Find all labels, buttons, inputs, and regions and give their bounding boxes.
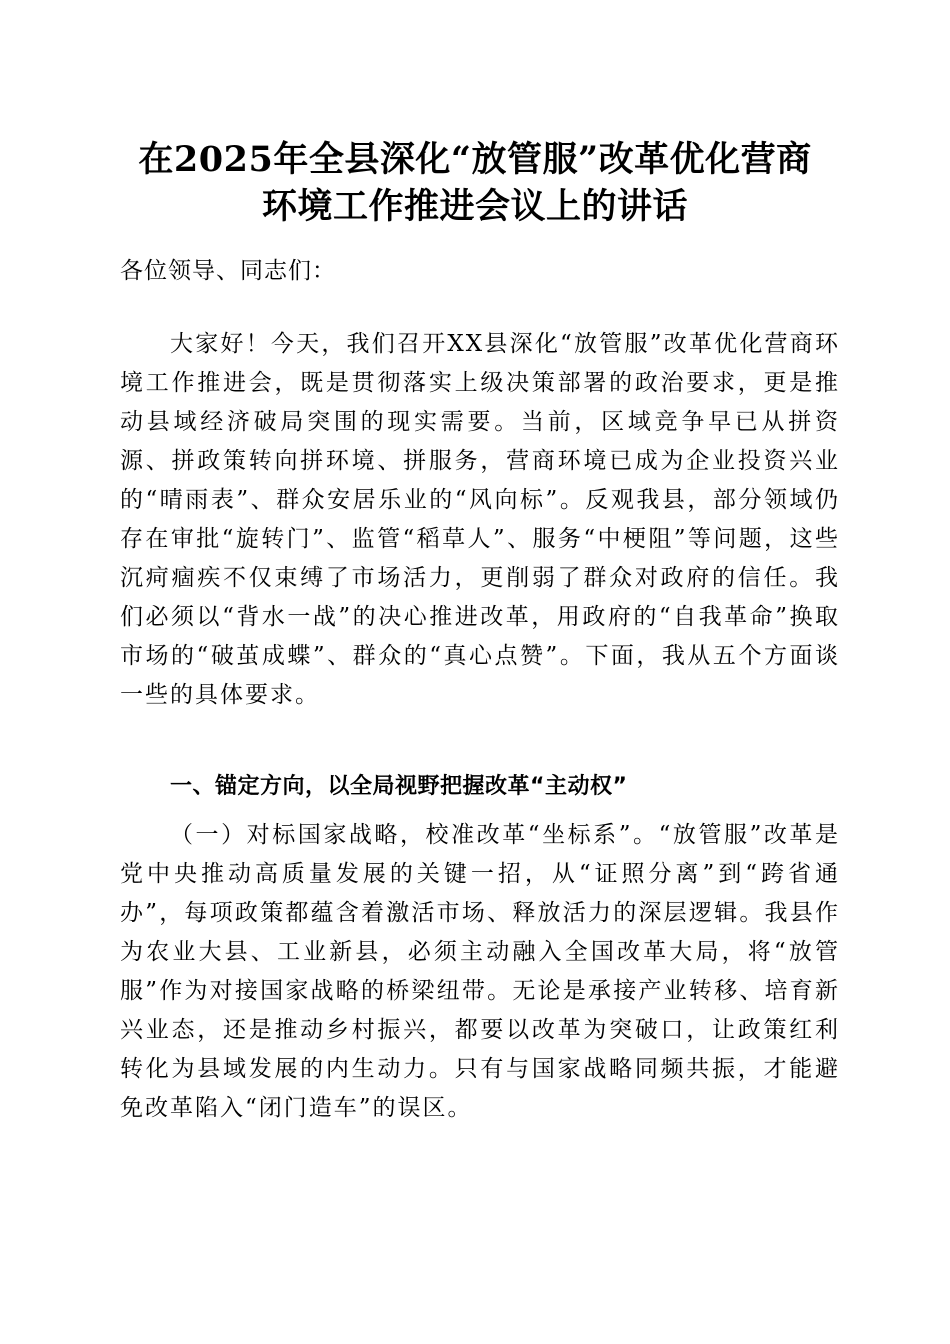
section-1-paragraph-1: （一）对标国家战略，校准改革“坐标系”。“放管服”改革是党中央推动高质量发展的关键一招，从“证照分离”到“跨省通办”，每项政策都蕴含着激活市场、释放活力的深层逻辑。我县作为农业大县、工业新县，必须主动融入全国改革大局，将“放管服”作为对接国家战略的桥梁纽带。无论是承接产业转移、培育新兴业态，还是推动乡村振兴，都要以改革为突破口，让政策红利转化为县域发展的内生动力。只有与国家战略同频共振，才能避免改革陷入“闭门造车”的误区。 (120, 822, 840, 1121)
document-title-line2: 环境工作推进会议上的讲话 (261, 186, 688, 227)
section-heading-1: 一、锚定方向，以全局视野把握改革“主动权” (170, 774, 628, 799)
opening-paragraph: 大家好！今天，我们召开XX县深化“放管服”改革优化营商环境工作推进会，既是贯彻落实上级决策部署的政治要求，更是推动县域经济破局突围的现实需要。当前，区域竞争早已从拼资源、拼政策转向拼环境、拼服务，营商环境已成为企业投资兴业的“晴雨表”、群众安居乐业的“风向标”。反观我县，部分领域仍存在审批“旋转门”、监管“稻草人”、服务“中梗阻”等问题，这些沉疴痼疾不仅束缚了市场活力，更削弱了群众对政府的信任。我们必须以“背水一战”的决心推进改革，用政府的“自我革命”换取市场的“破茧成蝶”、群众的“真心点赞”。下面，我从五个方面谈一些的具体要求。 (120, 331, 840, 708)
document-title-line1: 在2025年全县深化“放管服”改革优化营商 (138, 139, 812, 180)
salutation: 各位领导、同志们： (120, 258, 336, 284)
